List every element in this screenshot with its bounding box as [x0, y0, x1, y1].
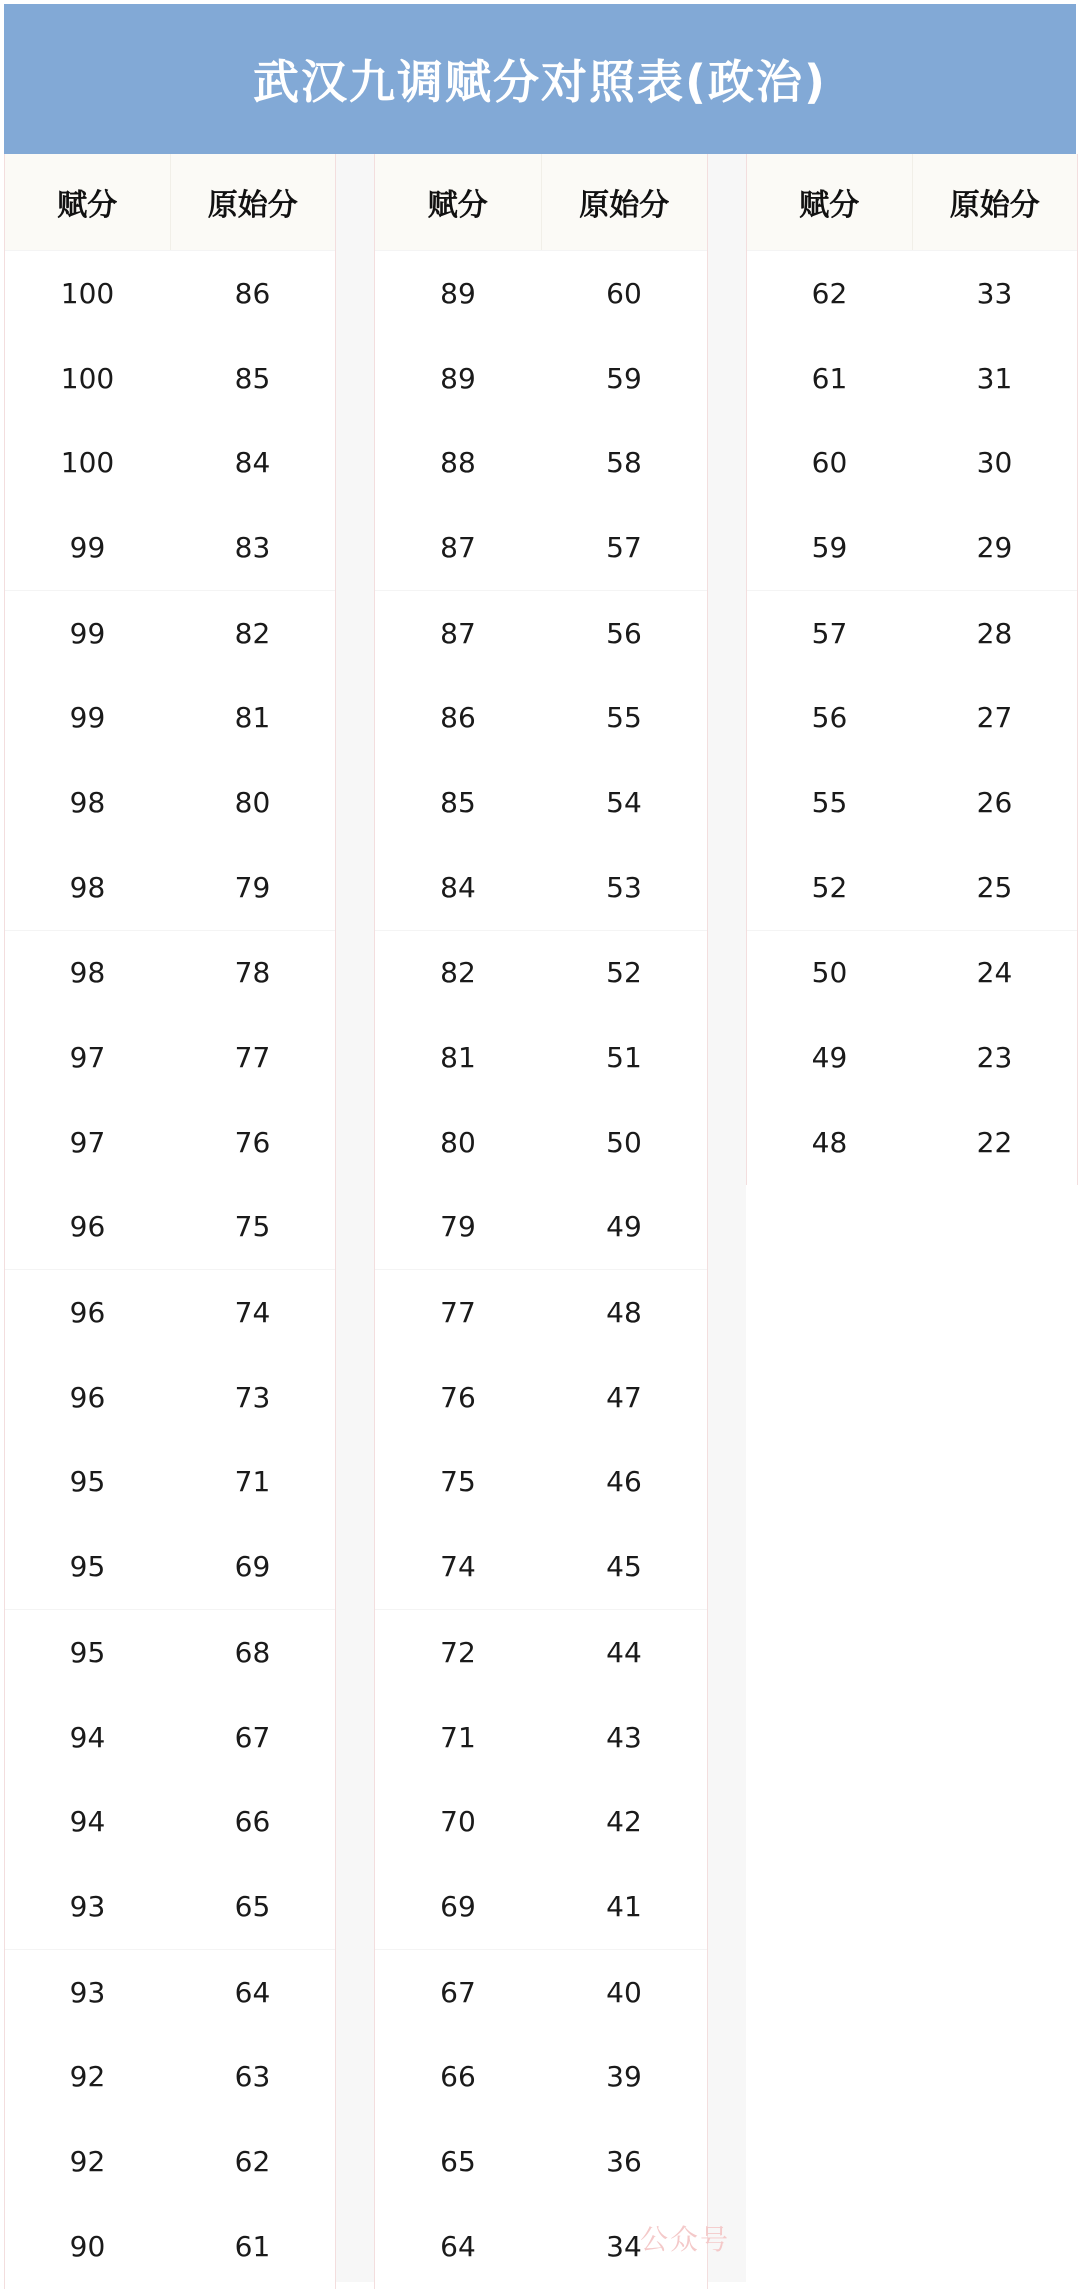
assigned-score-cell: 92 — [69, 2060, 106, 2094]
table-row — [747, 336, 1077, 421]
assigned-score-cell: 80 — [440, 1125, 476, 1159]
assigned-score-cell: 99 — [69, 616, 106, 650]
assigned-score-cell: 92 — [69, 2144, 106, 2178]
raw-score-cell: 83 — [234, 530, 271, 564]
table-body — [747, 250, 1077, 1185]
assigned-score-cell: 99 — [69, 701, 106, 735]
table-row — [375, 1779, 707, 1864]
assigned-score-cell: 64 — [440, 2229, 476, 2263]
table-row — [375, 1269, 707, 1355]
table-row — [375, 1015, 707, 1100]
raw-score-cell: 71 — [234, 1465, 271, 1499]
raw-score-cell: 82 — [234, 616, 271, 650]
table-row — [375, 2034, 707, 2119]
assigned-score-cell: 56 — [811, 701, 848, 735]
table-row — [375, 1609, 707, 1695]
table-row — [375, 1185, 707, 1270]
assigned-score-cell: 97 — [69, 1041, 106, 1075]
column-gap — [334, 154, 374, 2282]
raw-score-cell: 60 — [606, 276, 642, 310]
raw-score-cell: 25 — [976, 870, 1013, 904]
page-title: 武汉九调赋分对照表(政治) — [252, 55, 828, 109]
assigned-score-cell: 96 — [69, 1380, 106, 1414]
table-row — [375, 675, 707, 760]
assigned-score-cell: 77 — [440, 1296, 476, 1330]
assigned-score-cell: 69 — [440, 1889, 476, 1923]
raw-score-cell: 24 — [976, 956, 1013, 990]
assigned-score-cell: 97 — [69, 1125, 106, 1159]
assigned-score-cell: 89 — [440, 276, 476, 310]
assigned-score-cell: 49 — [811, 1041, 848, 1075]
table-row — [5, 2034, 335, 2119]
assigned-score-cell: 89 — [440, 361, 476, 395]
assigned-score-cell: 62 — [811, 276, 848, 310]
assigned-score-cell: 98 — [69, 956, 106, 990]
raw-score-cell: 54 — [606, 785, 642, 819]
assigned-score-cell: 96 — [69, 1210, 106, 1244]
assigned-score-cell: 59 — [811, 530, 848, 564]
table-body — [375, 250, 707, 2289]
table-row — [5, 1440, 335, 1525]
raw-score-cell: 58 — [606, 446, 642, 480]
table-header — [375, 154, 707, 250]
raw-score-cell: 66 — [234, 1805, 271, 1839]
raw-score-cell: 28 — [976, 616, 1013, 650]
raw-score-cell: 23 — [976, 1041, 1013, 1075]
table-row — [375, 1695, 707, 1780]
assigned-score-cell: 48 — [811, 1125, 848, 1159]
table-row — [5, 505, 335, 590]
raw-score-cell: 53 — [606, 870, 642, 904]
assigned-score-cell: 93 — [69, 1889, 106, 1923]
raw-score-cell: 36 — [606, 2144, 642, 2178]
raw-score-cell: 47 — [606, 1380, 642, 1414]
table-row — [375, 1355, 707, 1440]
raw-score-cell: 50 — [606, 1125, 642, 1159]
header-raw-score: 原始分 — [912, 154, 1078, 250]
table-row — [747, 1100, 1077, 1185]
raw-score-cell: 69 — [234, 1550, 271, 1584]
table-row — [5, 1864, 335, 1949]
table-row — [5, 1100, 335, 1185]
raw-score-cell: 27 — [976, 701, 1013, 735]
table-row — [5, 590, 335, 676]
table-row — [375, 1524, 707, 1609]
assigned-score-cell: 74 — [440, 1550, 476, 1584]
table-row — [375, 505, 707, 590]
table-body — [5, 250, 335, 2289]
raw-score-cell: 34 — [606, 2229, 642, 2263]
raw-score-cell: 22 — [976, 1125, 1013, 1159]
raw-score-cell: 81 — [234, 701, 271, 735]
table-row — [375, 336, 707, 421]
raw-score-cell: 67 — [234, 1720, 271, 1754]
assigned-score-cell: 60 — [811, 446, 848, 480]
raw-score-cell: 62 — [234, 2144, 271, 2178]
raw-score-cell: 86 — [234, 276, 271, 310]
table-row — [5, 2119, 335, 2204]
assigned-score-cell: 66 — [440, 2060, 476, 2094]
raw-score-cell: 63 — [234, 2060, 271, 2094]
table-row — [5, 1949, 335, 2035]
table-row — [747, 590, 1077, 676]
table-row — [5, 1355, 335, 1440]
raw-score-cell: 76 — [234, 1125, 271, 1159]
table-row — [5, 1269, 335, 1355]
assigned-score-cell: 81 — [440, 1041, 476, 1075]
assigned-score-cell: 90 — [69, 2229, 106, 2263]
table-row — [747, 760, 1077, 845]
raw-score-cell: 78 — [234, 956, 271, 990]
assigned-score-cell: 100 — [60, 361, 115, 395]
assigned-score-cell: 75 — [440, 1465, 476, 1499]
raw-score-cell: 84 — [234, 446, 271, 480]
table-row — [5, 845, 335, 930]
assigned-score-cell: 93 — [69, 1975, 106, 2009]
header-assigned-score: 赋分 — [799, 188, 860, 223]
table-row — [375, 1949, 707, 2035]
table-row — [5, 420, 335, 505]
assigned-score-cell: 100 — [60, 446, 115, 480]
assigned-score-cell: 99 — [69, 530, 106, 564]
raw-score-cell: 29 — [976, 530, 1013, 564]
raw-score-cell: 57 — [606, 530, 642, 564]
assigned-score-cell: 67 — [440, 1975, 476, 2009]
assigned-score-cell: 50 — [811, 956, 848, 990]
raw-score-cell: 42 — [606, 1805, 642, 1839]
score-table-1 — [4, 154, 336, 2289]
raw-score-cell: 39 — [606, 2060, 642, 2094]
raw-score-cell: 61 — [234, 2229, 271, 2263]
table-row — [5, 1015, 335, 1100]
assigned-score-cell: 52 — [811, 870, 848, 904]
title-bar — [4, 4, 1076, 154]
table-row — [375, 590, 707, 676]
table-row — [375, 1864, 707, 1949]
raw-score-cell: 56 — [606, 616, 642, 650]
raw-score-cell: 30 — [976, 446, 1013, 480]
column-gap — [706, 154, 746, 2282]
score-table-2 — [374, 154, 708, 2289]
assigned-score-cell: 96 — [69, 1296, 106, 1330]
table-row — [5, 1524, 335, 1609]
raw-score-cell: 49 — [606, 1210, 642, 1244]
raw-score-cell: 26 — [976, 785, 1013, 819]
table-row — [5, 250, 335, 336]
table-row — [375, 760, 707, 845]
table-row — [375, 1100, 707, 1185]
table-header — [747, 154, 1077, 250]
header-assigned-score: 赋分 — [427, 188, 488, 223]
raw-score-cell: 31 — [976, 361, 1013, 395]
table-row — [5, 336, 335, 421]
raw-score-cell: 64 — [234, 1975, 271, 2009]
watermark-text: 公众号 — [640, 2223, 731, 2256]
table-header — [5, 154, 335, 250]
assigned-score-cell: 79 — [440, 1210, 476, 1244]
assigned-score-cell: 76 — [440, 1380, 476, 1414]
raw-score-cell: 80 — [234, 785, 271, 819]
table-row — [5, 760, 335, 845]
assigned-score-cell: 70 — [440, 1805, 476, 1839]
assigned-score-cell: 88 — [440, 446, 476, 480]
raw-score-cell: 40 — [606, 1975, 642, 2009]
assigned-score-cell: 84 — [440, 870, 476, 904]
table-row — [747, 505, 1077, 590]
assigned-score-cell: 95 — [69, 1550, 106, 1584]
table-row — [747, 1015, 1077, 1100]
assigned-score-cell: 57 — [811, 616, 848, 650]
assigned-score-cell: 95 — [69, 1635, 106, 1669]
table-row — [5, 1185, 335, 1270]
header-raw-score: 原始分 — [541, 154, 708, 250]
assigned-score-cell: 86 — [440, 701, 476, 735]
table-row — [747, 250, 1077, 336]
raw-score-cell: 74 — [234, 1296, 271, 1330]
raw-score-cell: 41 — [606, 1889, 642, 1923]
assigned-score-cell: 100 — [60, 276, 115, 310]
assigned-score-cell: 94 — [69, 1720, 106, 1754]
table-row — [747, 930, 1077, 1016]
table-row — [5, 675, 335, 760]
assigned-score-cell: 65 — [440, 2144, 476, 2178]
assigned-score-cell: 95 — [69, 1465, 106, 1499]
table-row — [5, 1695, 335, 1780]
assigned-score-cell: 71 — [440, 1720, 476, 1754]
table-row — [375, 845, 707, 930]
assigned-score-cell: 98 — [69, 785, 106, 819]
raw-score-cell: 46 — [606, 1465, 642, 1499]
raw-score-cell: 51 — [606, 1041, 642, 1075]
table-row — [375, 1440, 707, 1525]
score-table-3 — [746, 154, 1078, 1185]
assigned-score-cell: 98 — [69, 870, 106, 904]
assigned-score-cell: 61 — [811, 361, 848, 395]
raw-score-cell: 65 — [234, 1889, 271, 1923]
raw-score-cell: 45 — [606, 1550, 642, 1584]
assigned-score-cell: 87 — [440, 530, 476, 564]
assigned-score-cell: 55 — [811, 785, 848, 819]
table-row — [5, 1609, 335, 1695]
table-row — [375, 2119, 707, 2204]
raw-score-cell: 73 — [234, 1380, 271, 1414]
table-row — [5, 930, 335, 1016]
raw-score-cell: 48 — [606, 1296, 642, 1330]
table-row — [5, 2204, 335, 2289]
table-row — [5, 1779, 335, 1864]
table-row — [747, 845, 1077, 930]
assigned-score-cell: 87 — [440, 616, 476, 650]
raw-score-cell: 52 — [606, 956, 642, 990]
table-row — [747, 420, 1077, 505]
header-raw-score: 原始分 — [170, 154, 336, 250]
table-row — [375, 420, 707, 505]
raw-score-cell: 59 — [606, 361, 642, 395]
raw-score-cell: 85 — [234, 361, 271, 395]
assigned-score-cell: 85 — [440, 785, 476, 819]
assigned-score-cell: 72 — [440, 1635, 476, 1669]
raw-score-cell: 33 — [976, 276, 1013, 310]
raw-score-cell: 75 — [234, 1210, 271, 1244]
raw-score-cell: 55 — [606, 701, 642, 735]
raw-score-cell: 44 — [606, 1635, 642, 1669]
raw-score-cell: 79 — [234, 870, 271, 904]
raw-score-cell: 43 — [606, 1720, 642, 1754]
raw-score-cell: 68 — [234, 1635, 271, 1669]
header-assigned-score: 赋分 — [57, 188, 118, 223]
assigned-score-cell: 82 — [440, 956, 476, 990]
table-row — [375, 930, 707, 1016]
table-row — [747, 675, 1077, 760]
assigned-score-cell: 94 — [69, 1805, 106, 1839]
table-row — [375, 250, 707, 336]
raw-score-cell: 77 — [234, 1041, 271, 1075]
